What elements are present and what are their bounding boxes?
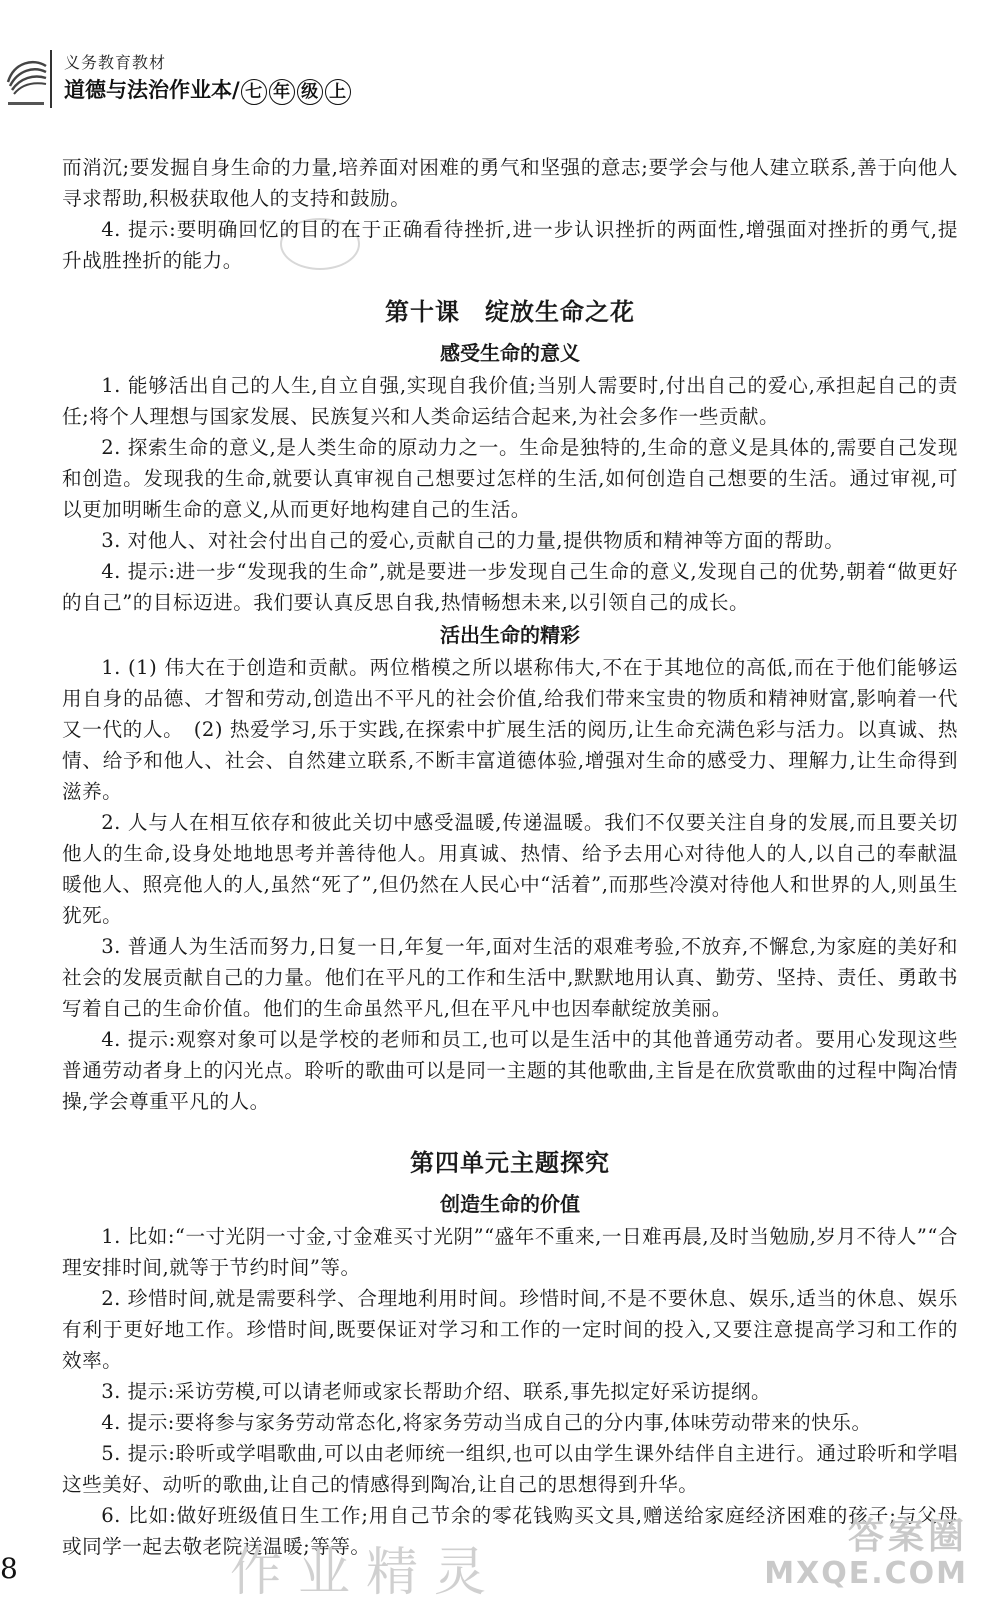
watermark-url: MXQE.COM [764,1556,968,1591]
section-title: 感受生命的意义 [440,341,580,365]
answer-item: 4. 提示:观察对象可以是学校的老师和员工,也可以是生活中的其他普通劳动者。要用心发现这些普通劳动者身上的闪光点。聆听的歌曲可以是同一主题的其他歌曲,主旨是在欣赏歌曲的过程中陶冶情操,学会尊重平凡的人。 [62,1028,958,1113]
paragraph: 4. 提示:要明确回忆的目的在于正确看待挫折,进一步认识挫折的两面性,增强面对挫折的勇气,提升战胜挫折的能力。 [62,218,958,272]
lesson-title: 第十课 绽放生命之花 [385,297,635,326]
unit-title: 第四单元主题探究 [410,1148,610,1177]
answer-item: 3. 对他人、对社会付出自己的爱心,贡献自己的力量,提供物质和精神等方面的帮助。 [101,529,845,552]
answer-content [62,152,958,1562]
grade-char: 年 [269,79,295,105]
answer-item: 3. 普通人为生活而努力,日复一日,年复一年,面对生活的艰难考验,不放弃,不懈怠,为家庭的美好和社会的发展贡献自己的力量。他们在平凡的工作和生活中,默默地用认真、勤劳、坚持、责任、勇敢书写着自己的生命价值。他们的生命虽然平凡,但在平凡中也因奉献绽放美丽。 [62,935,958,1020]
answer-item: 4. 提示:要将参与家务劳动常态化,将家务劳动当成自己的分内事,体味劳动带来的快乐。 [101,1411,872,1434]
answer-item: 2. 探索生命的意义,是人类生命的原动力之一。生命是独特的,生命的意义是具体的,需要自己发现和创造。发现我的生命,就要认真审视自己想要过怎样的生活,如何创造自己想要的生活。通过审视,可以更加明晰生命的意义,从而更好地构建自己的生活。 [62,436,958,521]
page-number: 8 [0,1552,18,1585]
answer-item: 6. 比如:做好班级值日生工作;用自己节余的零花钱购买文具,赠送给家庭经济困难的孩子;与父母或同学一起去敬老院送温暖;等等。 [62,1504,958,1558]
section-title: 活出生命的精彩 [440,623,580,647]
answer-item: 1. 能够活出自己的人生,自立自强,实现自我价值;当别人需要时,付出自己的爱心,承担起自己的责任;将个人理想与国家发展、民族复兴和人类命运结合起来,为社会多作一些贡献。 [62,374,958,428]
answer-item: 1. (1) 伟大在于创造和贡献。两位楷模之所以堪称伟大,不在于其地位的高低,而在于他们能够运用自身的品德、才智和劳动,创造出不平凡的社会价值,给我们带来宝贵的物质和精神财富,影响着一代又一代的人。 (2) 热爱学习,乐于实践,在探索中扩展生活的阅历,让生命充满色彩与活力。以真诚、热情、给予和他人、社会、自然建立联系,不断丰富道德体验,增强对生命的感受力、理解力,让生命得到滋养。 [62,656,958,803]
section-title: 创造生命的价值 [440,1192,580,1216]
grade-label [240,77,352,105]
page-header [0,44,996,124]
answer-item: 2. 人与人在相互依存和彼此关切中感受温暖,传递温暖。我们不仅要关注自身的发展,而且要关切他人的生命,设身处地地思考并善待他人。用真诚、热情、给予去用心对待他人的人,以自己的奉献温暖他人、照亮他人的人,虽然“死了”,但仍然在人民心中“活着”,而那些冷漠对待他人和世界的人,则虽生犹死。 [62,811,958,927]
watermark-brand: 答案圈 [847,1516,968,1557]
faded-watermark: 作业精灵 [230,1543,503,1603]
grade-char: 级 [297,79,323,105]
header-divider [50,50,52,108]
grade-char: 上 [325,79,351,105]
paragraph: 而消沉;要发掘自身生命的力量,培养面对困难的勇气和坚强的意志;要学会与他人建立联系,善于向他人寻求帮助,积极获取他人的支持和鼓励。 [62,156,958,210]
book-title [64,74,352,105]
series-label: 义务教育教材 [64,53,167,72]
book-title-text: 道德与法治作业本/ [64,77,240,102]
answer-item: 3. 提示:采访劳模,可以请老师或家长帮助介绍、联系,事先拟定好采访提纲。 [101,1380,772,1403]
answer-item: 1. 比如:“一寸光阴一寸金,寸金难买寸光阴”“盛年不重来,一日难再晨,及时当勉励,岁月不待人”“合理安排时间,就等于节约时间”等。 [62,1225,958,1279]
answer-item: 2. 珍惜时间,就是需要科学、合理地利用时间。珍惜时间,不是不要休息、娱乐,适当的休息、娱乐有利于更好地工作。珍惜时间,既要保证对学习和工作的一定时间的投入,又要注意提高学习和工作的效率。 [62,1287,958,1372]
publisher-logo-icon [4,52,50,110]
answer-item: 4. 提示:进一步“发现我的生命”,就是要进一步发现自己生命的意义,发现自己的优势,朝着“做更好的自己”的目标迈进。我们要认真反思自我,热情畅想未来,以引领自己的成长。 [62,560,958,614]
grade-char: 七 [241,79,267,105]
answer-item: 5. 提示:聆听或学唱歌曲,可以由老师统一组织,也可以由学生课外结伴自主进行。通过聆听和学唱这些美好、动听的歌曲,让自己的情感得到陶冶,让自己的思想得到升华。 [62,1442,958,1496]
